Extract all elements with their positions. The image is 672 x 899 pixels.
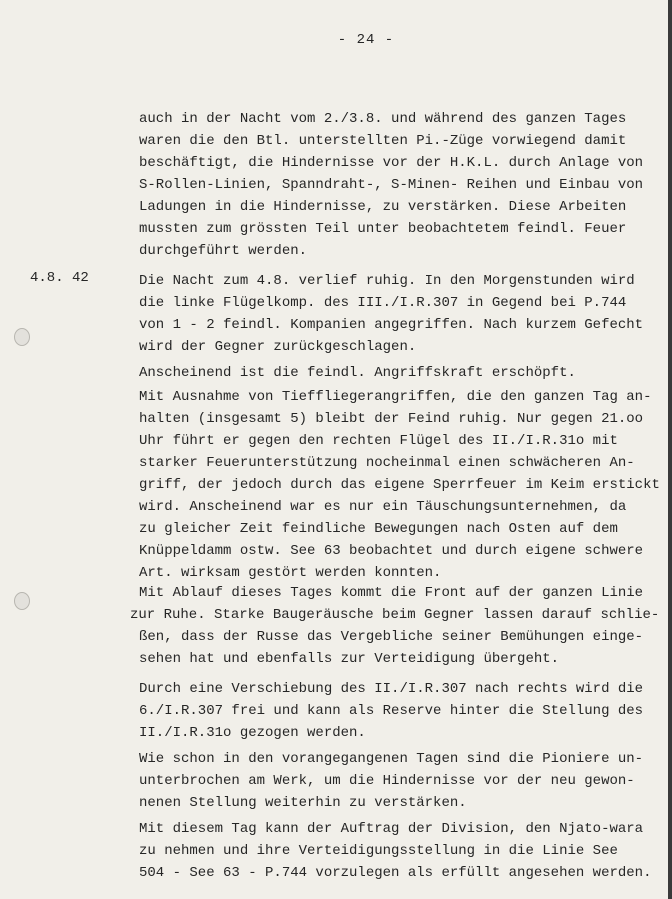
text-line: 504 - See 63 - P.744 vorzulegen als erfüllt angesehen werden. <box>139 865 652 881</box>
text-line: mussten zum grössten Teil unter beobachtetem feindl. Feuer <box>139 221 627 237</box>
paragraph <box>130 582 667 670</box>
text-line: Mit diesem Tag kann der Auftrag der Division, den Njato-wara <box>139 821 644 837</box>
text-line: 6./I.R.307 frei und kann als Reserve hinter die Stellung des <box>139 703 644 719</box>
text-line: wird. Anscheinend war es nur ein Täuschungsunternehmen, da <box>139 499 627 515</box>
text-line: griff, der jedoch durch das eigene Sperrfeuer im Keim erstickt <box>139 477 660 493</box>
paragraph <box>139 270 667 358</box>
text-line: Die Nacht zum 4.8. verlief ruhig. In den Morgenstunden wird <box>139 273 635 289</box>
text-line: die linke Flügelkomp. des III./I.R.307 in Gegend bei P.744 <box>139 295 627 311</box>
text-line: Uhr führt er gegen den rechten Flügel des II./I.R.31o mit <box>139 433 618 449</box>
paragraph <box>139 818 667 884</box>
text-line: sehen hat und ebenfalls zur Verteidigung übergeht. <box>139 651 560 667</box>
text-line: Wie schon in den vorangegangenen Tagen sind die Pioniere un- <box>139 751 644 767</box>
text-line: Ladungen in die Hindernisse, zu verstärken. Diese Arbeiten <box>139 199 627 215</box>
text-line: Art. wirksam gestört werden konnten. <box>139 565 442 581</box>
text-line: S-Rollen-Linien, Spanndraht-, S-Minen- Reihen und Einbau von <box>139 177 644 193</box>
text-line: halten (insgesamt 5) bleibt der Feind ruhig. Nur gegen 21.oo <box>139 411 644 427</box>
text-line: Mit Ablauf dieses Tages kommt die Front auf der ganzen Linie <box>139 585 644 601</box>
text-line: Durch eine Verschiebung des II./I.R.307 nach rechts wird die <box>139 681 644 697</box>
text-line: von 1 - 2 feindl. Kompanien angegriffen. Nach kurzem Gefecht <box>139 317 644 333</box>
text-line: unterbrochen am Werk, um die Hindernisse vor der neu gewon- <box>139 773 635 789</box>
punch-hole <box>14 328 30 346</box>
paragraph <box>139 386 667 584</box>
text-line: wird der Gegner zurückgeschlagen. <box>139 339 417 355</box>
page-edge <box>668 0 672 899</box>
text-line: beschäftigt, die Hindernisse vor der H.K.L. durch Anlage von <box>139 155 644 171</box>
text-line: waren die den Btl. unterstellten Pi.-Züge vorwiegend damit <box>139 133 627 149</box>
punch-hole <box>14 592 30 610</box>
paragraph <box>139 678 667 744</box>
text-line: Knüppeldamm ostw. See 63 beobachtet und durch eigene schwere <box>139 543 644 559</box>
text-line: durchgeführt werden. <box>139 243 308 259</box>
text-line: nenen Stellung weiterhin zu verstärken. <box>139 795 467 811</box>
paragraph <box>139 108 667 262</box>
text-line: zu nehmen und ihre Verteidigungsstellung in die Linie See <box>139 843 618 859</box>
paragraph <box>139 362 667 384</box>
text-line: zur Ruhe. Starke Baugeräusche beim Gegner lassen darauf schlie- <box>130 607 660 623</box>
text-line: Anscheinend ist die feindl. Angriffskraft erschöpft. <box>139 365 576 381</box>
text-line: ßen, dass der Russe das Vergebliche seiner Bemühungen einge- <box>139 629 644 645</box>
text-line: Mit Ausnahme von Tieffliegerangriffen, die den ganzen Tag an- <box>139 389 652 405</box>
text-line: auch in der Nacht vom 2./3.8. und während des ganzen Tages <box>139 111 627 127</box>
text-line: zu gleicher Zeit feindliche Bewegungen nach Osten auf dem <box>139 521 618 537</box>
text-line: II./I.R.31o gezogen werden. <box>139 725 366 741</box>
date-marker: 4.8. 42 <box>30 270 89 286</box>
text-line: starker Feuerunterstützung nocheinmal einen schwächeren An- <box>139 455 635 471</box>
page-number: - 24 - <box>337 32 395 48</box>
paragraph <box>139 748 667 814</box>
